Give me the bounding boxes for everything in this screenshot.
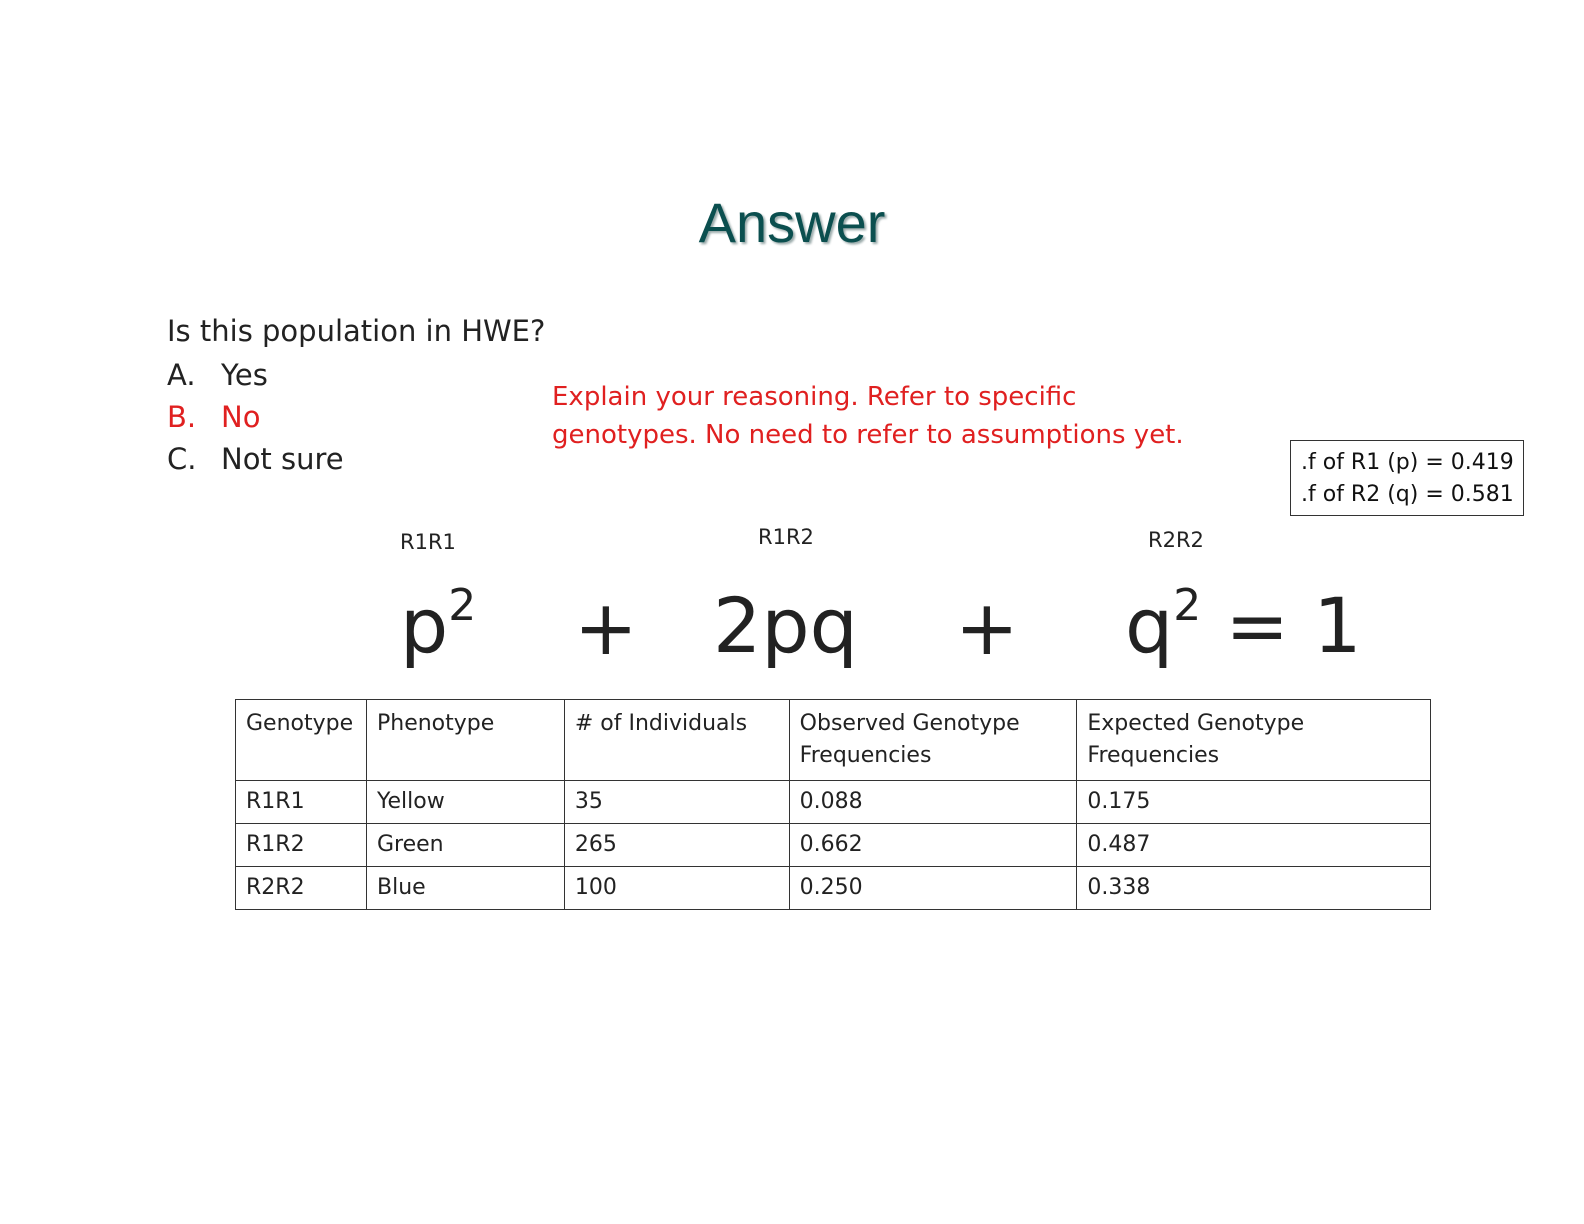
label-r1r1: R1R1 — [400, 530, 456, 554]
cell-individuals: 35 — [564, 781, 789, 824]
cell-individuals: 265 — [564, 824, 789, 867]
slide-title: Answer — [698, 191, 886, 254]
allele-frequency-box — [1290, 440, 1524, 516]
cell-observed: 0.088 — [789, 781, 1077, 824]
header-expected: Expected Genotype Frequencies — [1077, 700, 1431, 781]
p-exponent: 2 — [448, 580, 477, 631]
table-row — [236, 867, 1431, 910]
label-r1r2: R1R2 — [758, 525, 814, 549]
cell-phenotype: Blue — [366, 867, 564, 910]
reasoning-line-2: genotypes. No need to refer to assumptions yet. — [552, 420, 1184, 450]
reasoning-prompt — [552, 378, 1184, 454]
cell-individuals: 100 — [564, 867, 789, 910]
cell-expected: 0.487 — [1077, 824, 1431, 867]
option-b-label: No — [221, 400, 261, 434]
p-base: p — [400, 581, 449, 670]
reasoning-line-1: Explain your reasoning. Refer to specific — [552, 382, 1077, 412]
cell-genotype: R1R2 — [236, 824, 367, 867]
cell-expected: 0.175 — [1077, 781, 1431, 824]
table-row — [236, 824, 1431, 867]
plus-sign-1: + — [574, 583, 638, 672]
term-q-squared — [1125, 580, 1362, 670]
q-base: q — [1125, 581, 1174, 670]
q-frequency: .f of R2 (q) = 0.581 — [1301, 482, 1514, 507]
cell-genotype: R2R2 — [236, 867, 367, 910]
table-header-row — [236, 700, 1431, 781]
option-a — [167, 354, 545, 396]
cell-phenotype: Yellow — [366, 781, 564, 824]
option-b-letter: B. — [167, 400, 197, 434]
cell-observed: 0.662 — [789, 824, 1077, 867]
header-genotype: Genotype — [236, 700, 367, 781]
table-row — [236, 781, 1431, 824]
option-c-letter: C. — [167, 442, 197, 476]
label-r2r2: R2R2 — [1148, 528, 1204, 552]
equals-one: = 1 — [1225, 581, 1362, 670]
term-2pq: 2pq — [713, 581, 858, 670]
question-block — [167, 314, 545, 480]
q-exponent: 2 — [1173, 580, 1202, 631]
option-b — [167, 396, 545, 438]
option-a-label: Yes — [221, 358, 268, 392]
p-frequency: .f of R1 (p) = 0.419 — [1301, 450, 1514, 475]
option-a-letter: A. — [167, 358, 196, 392]
cell-genotype: R1R1 — [236, 781, 367, 824]
option-c — [167, 438, 545, 480]
cell-expected: 0.338 — [1077, 867, 1431, 910]
term-p-squared — [400, 580, 477, 670]
cell-phenotype: Green — [366, 824, 564, 867]
header-phenotype: Phenotype — [366, 700, 564, 781]
plus-sign-2: + — [955, 583, 1019, 672]
question-text: Is this population in HWE? — [167, 314, 546, 348]
option-c-label: Not sure — [221, 442, 344, 476]
header-individuals: # of Individuals — [564, 700, 789, 781]
cell-observed: 0.250 — [789, 867, 1077, 910]
header-observed: Observed Genotype Frequencies — [789, 700, 1077, 781]
genotype-table — [235, 699, 1431, 910]
